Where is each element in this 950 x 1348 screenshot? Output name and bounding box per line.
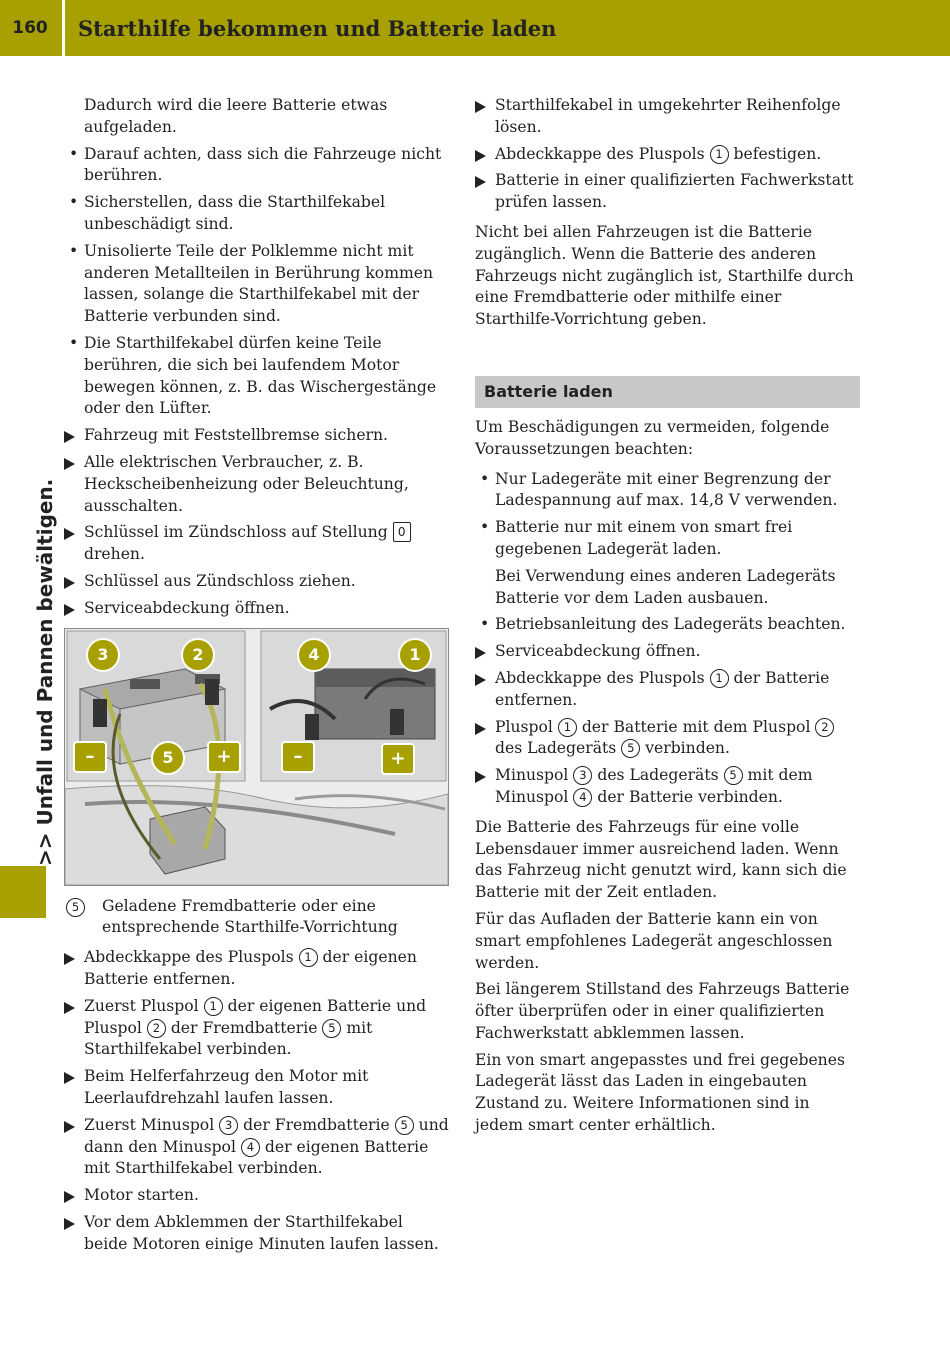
pole-number: 1 (710, 669, 729, 688)
paragraph: Für das Aufladen der Batterie kann ein von smart empfohlenes Ladegerät angeschlossen werden. (475, 909, 833, 972)
section-heading: Batterie laden (475, 376, 860, 408)
step-arrow-icon (64, 1191, 75, 1203)
callout-2: 2 (181, 638, 215, 672)
step-arrow-icon (64, 458, 75, 470)
step-arrow-icon (475, 176, 486, 188)
step-item: Zuerst Pluspol 1 der eigenen Batterie und Pluspol 2 der Fremdbatterie 5 mit Starthilfekabel verbinden. (64, 996, 450, 1061)
step-item (64, 452, 450, 517)
legend-number: 5 (66, 898, 85, 917)
step-text: drehen. (84, 545, 145, 564)
plus-badge-left: + (207, 741, 241, 773)
bullet-item: • Unisolierte Teile der Polklemme nicht mit anderen Metallteilen in Berührung kommen lassen, solange die Starthilfekabel mit der Batterie verbunden sind. (64, 241, 450, 328)
left-column (64, 95, 450, 1260)
step-item: Abdeckkappe des Pluspols 1 der eigenen Batterie entfernen. (64, 947, 450, 991)
step-item (64, 598, 450, 620)
step-item: Motor starten. (64, 1185, 450, 1207)
pole-number: 1 (558, 718, 577, 737)
step-text: Alle elektrischen Verbraucher, z. B. Heckscheibenheizung oder Beleuchtung, ausschalten. (84, 452, 409, 515)
step-arrow-icon (475, 674, 486, 686)
bullet-item: • Batterie nur mit einem von smart frei gegebenen Ladegerät laden. (475, 517, 861, 561)
key-position-badge: 0 (393, 522, 411, 542)
page-title: Starthilfe bekommen und Batterie laden (78, 16, 557, 41)
pole-number: 2 (147, 1019, 166, 1038)
pole-number: 5 (724, 766, 743, 785)
paragraph: Um Beschädigungen zu vermeiden, folgende Voraussetzungen beachten: (475, 417, 830, 458)
step-item: Starthilfekabel in umgekehrter Reihenfolge lösen. (475, 95, 861, 139)
header-divider (62, 0, 65, 56)
bullet-item: • Betriebsanleitung des Ladegeräts beachten. (475, 614, 861, 636)
step-text: Schlüssel aus Zündschloss ziehen. (84, 571, 356, 590)
pole-number: 1 (204, 997, 223, 1016)
pole-number: 4 (573, 788, 592, 807)
step-item: Zuerst Minuspol 3 der Fremdbatterie 5 und dann den Minuspol 4 der eigenen Batterie mit Starthilfekabel verbinden. (64, 1115, 450, 1180)
step-arrow-icon (64, 604, 75, 616)
step-arrow-icon (64, 1121, 75, 1133)
step-arrow-icon (64, 1072, 75, 1084)
step-arrow-icon (475, 723, 486, 735)
side-tab-marker (0, 866, 46, 918)
intro-text: Dadurch wird die leere Batterie etwas aufgeladen. (84, 96, 388, 136)
jump-start-illustration (64, 628, 449, 886)
step-item: Abdeckkappe des Pluspols 1 befestigen. (475, 144, 861, 166)
bullet-item: • Darauf achten, dass sich die Fahrzeuge nicht berühren. (64, 144, 450, 188)
paragraph: Die Batterie des Fahrzeugs für eine volle Lebensdauer immer ausreichend laden. Wenn das Fahrzeug nicht genutzt wird, kann sich die Batterie mit der Zeit entladen. (475, 817, 847, 902)
minus-badge-right: – (281, 741, 315, 773)
pole-number: 1 (299, 948, 318, 967)
step-item: Abdeckkappe des Pluspols 1 der Batterie entfernen. (475, 668, 861, 712)
step-item: Beim Helferfahrzeug den Motor mit Leerlaufdrehzahl laufen lassen. (64, 1066, 450, 1110)
step-arrow-icon (64, 1002, 75, 1014)
pole-number: 4 (241, 1138, 260, 1157)
step-item (64, 425, 450, 447)
plus-badge-right: + (381, 743, 415, 775)
step-text: Schlüssel im Zündschloss auf Stellung (84, 523, 388, 542)
step-arrow-icon (64, 953, 75, 965)
pole-number: 5 (621, 739, 640, 758)
step-item (64, 571, 450, 593)
step-item: Batterie in einer qualifizierten Fachwerkstatt prüfen lassen. (475, 170, 861, 214)
step-arrow-icon (475, 771, 486, 783)
pole-number: 2 (815, 718, 834, 737)
paragraph: Nicht bei allen Fahrzeugen ist die Batterie zugänglich. Wenn die Batterie des anderen Fahrzeugs nicht zugänglich ist, Starthilfe durch eine Fremdbatterie oder mithilfe einer Starthilfe-Vorrichtung geben. (475, 222, 854, 329)
step-arrow-icon (475, 101, 486, 113)
step-item: Minuspol 3 des Ladegeräts 5 mit dem Minuspol 4 der Batterie verbinden. (475, 765, 861, 809)
step-text: Fahrzeug mit Feststellbremse sichern. (84, 426, 389, 445)
pole-number: 3 (219, 1116, 238, 1135)
pole-number: 5 (322, 1019, 341, 1038)
callout-5: 5 (151, 741, 185, 775)
step-item: Vor dem Abklemmen der Starthilfekabel beide Motoren einige Minuten laufen lassen. (64, 1212, 450, 1256)
step-arrow-icon (64, 577, 75, 589)
minus-badge-left: – (73, 741, 107, 773)
step-arrow-icon (475, 647, 486, 659)
page-number: 160 (12, 18, 48, 38)
step-item: Serviceabdeckung öffnen. (475, 641, 861, 663)
bullet-item: • Nur Ladegeräte mit einer Begrenzung der Ladespannung auf max. 14,8 V verwenden. (475, 469, 861, 513)
bullet-item: • Die Starthilfekabel dürfen keine Teile berühren, die sich bei laufendem Motor bewegen können, z. B. das Wischergestänge oder den Lüfter. (64, 333, 450, 420)
callout-1: 1 (398, 638, 432, 672)
callout-3: 3 (86, 638, 120, 672)
step-arrow-icon (64, 431, 75, 443)
bullet-continuation: Bei Verwendung eines anderen Ladegeräts Batterie vor dem Laden ausbauen. (495, 566, 836, 607)
step-arrow-icon (64, 528, 75, 540)
pole-number: 3 (573, 766, 592, 785)
right-column (475, 95, 861, 1142)
legend-text: Geladene Fremdbatterie oder eine entsprechende Starthilfe-Vorrichtung (102, 896, 398, 937)
paragraph: Bei längerem Stillstand des Fahrzeugs Batterie öfter überprüfen oder in einer qualifizierten Fachwerkstatt abklemmen lassen. (475, 980, 850, 1042)
side-tab-label: >> Unfall und Pannen bewältigen. (33, 478, 57, 866)
step-text: Serviceabdeckung öffnen. (84, 598, 290, 617)
step-item: Pluspol 1 der Batterie mit dem Pluspol 2 des Ladegeräts 5 verbinden. (475, 717, 861, 761)
pole-number: 5 (395, 1116, 414, 1135)
step-item (64, 522, 450, 566)
pole-number: 1 (710, 145, 729, 164)
callout-4: 4 (297, 638, 331, 672)
step-arrow-icon (475, 150, 486, 162)
figure-legend (64, 896, 450, 940)
paragraph: Ein von smart angepasstes und frei gegebenes Ladegerät lässt das Laden in eingebauten Zustand zu. Weitere Informationen sind in jedem smart center erhältlich. (475, 1050, 845, 1135)
bullet-item: • Sicherstellen, dass die Starthilfekabel unbeschädigt sind. (64, 192, 450, 236)
step-arrow-icon (64, 1218, 75, 1230)
